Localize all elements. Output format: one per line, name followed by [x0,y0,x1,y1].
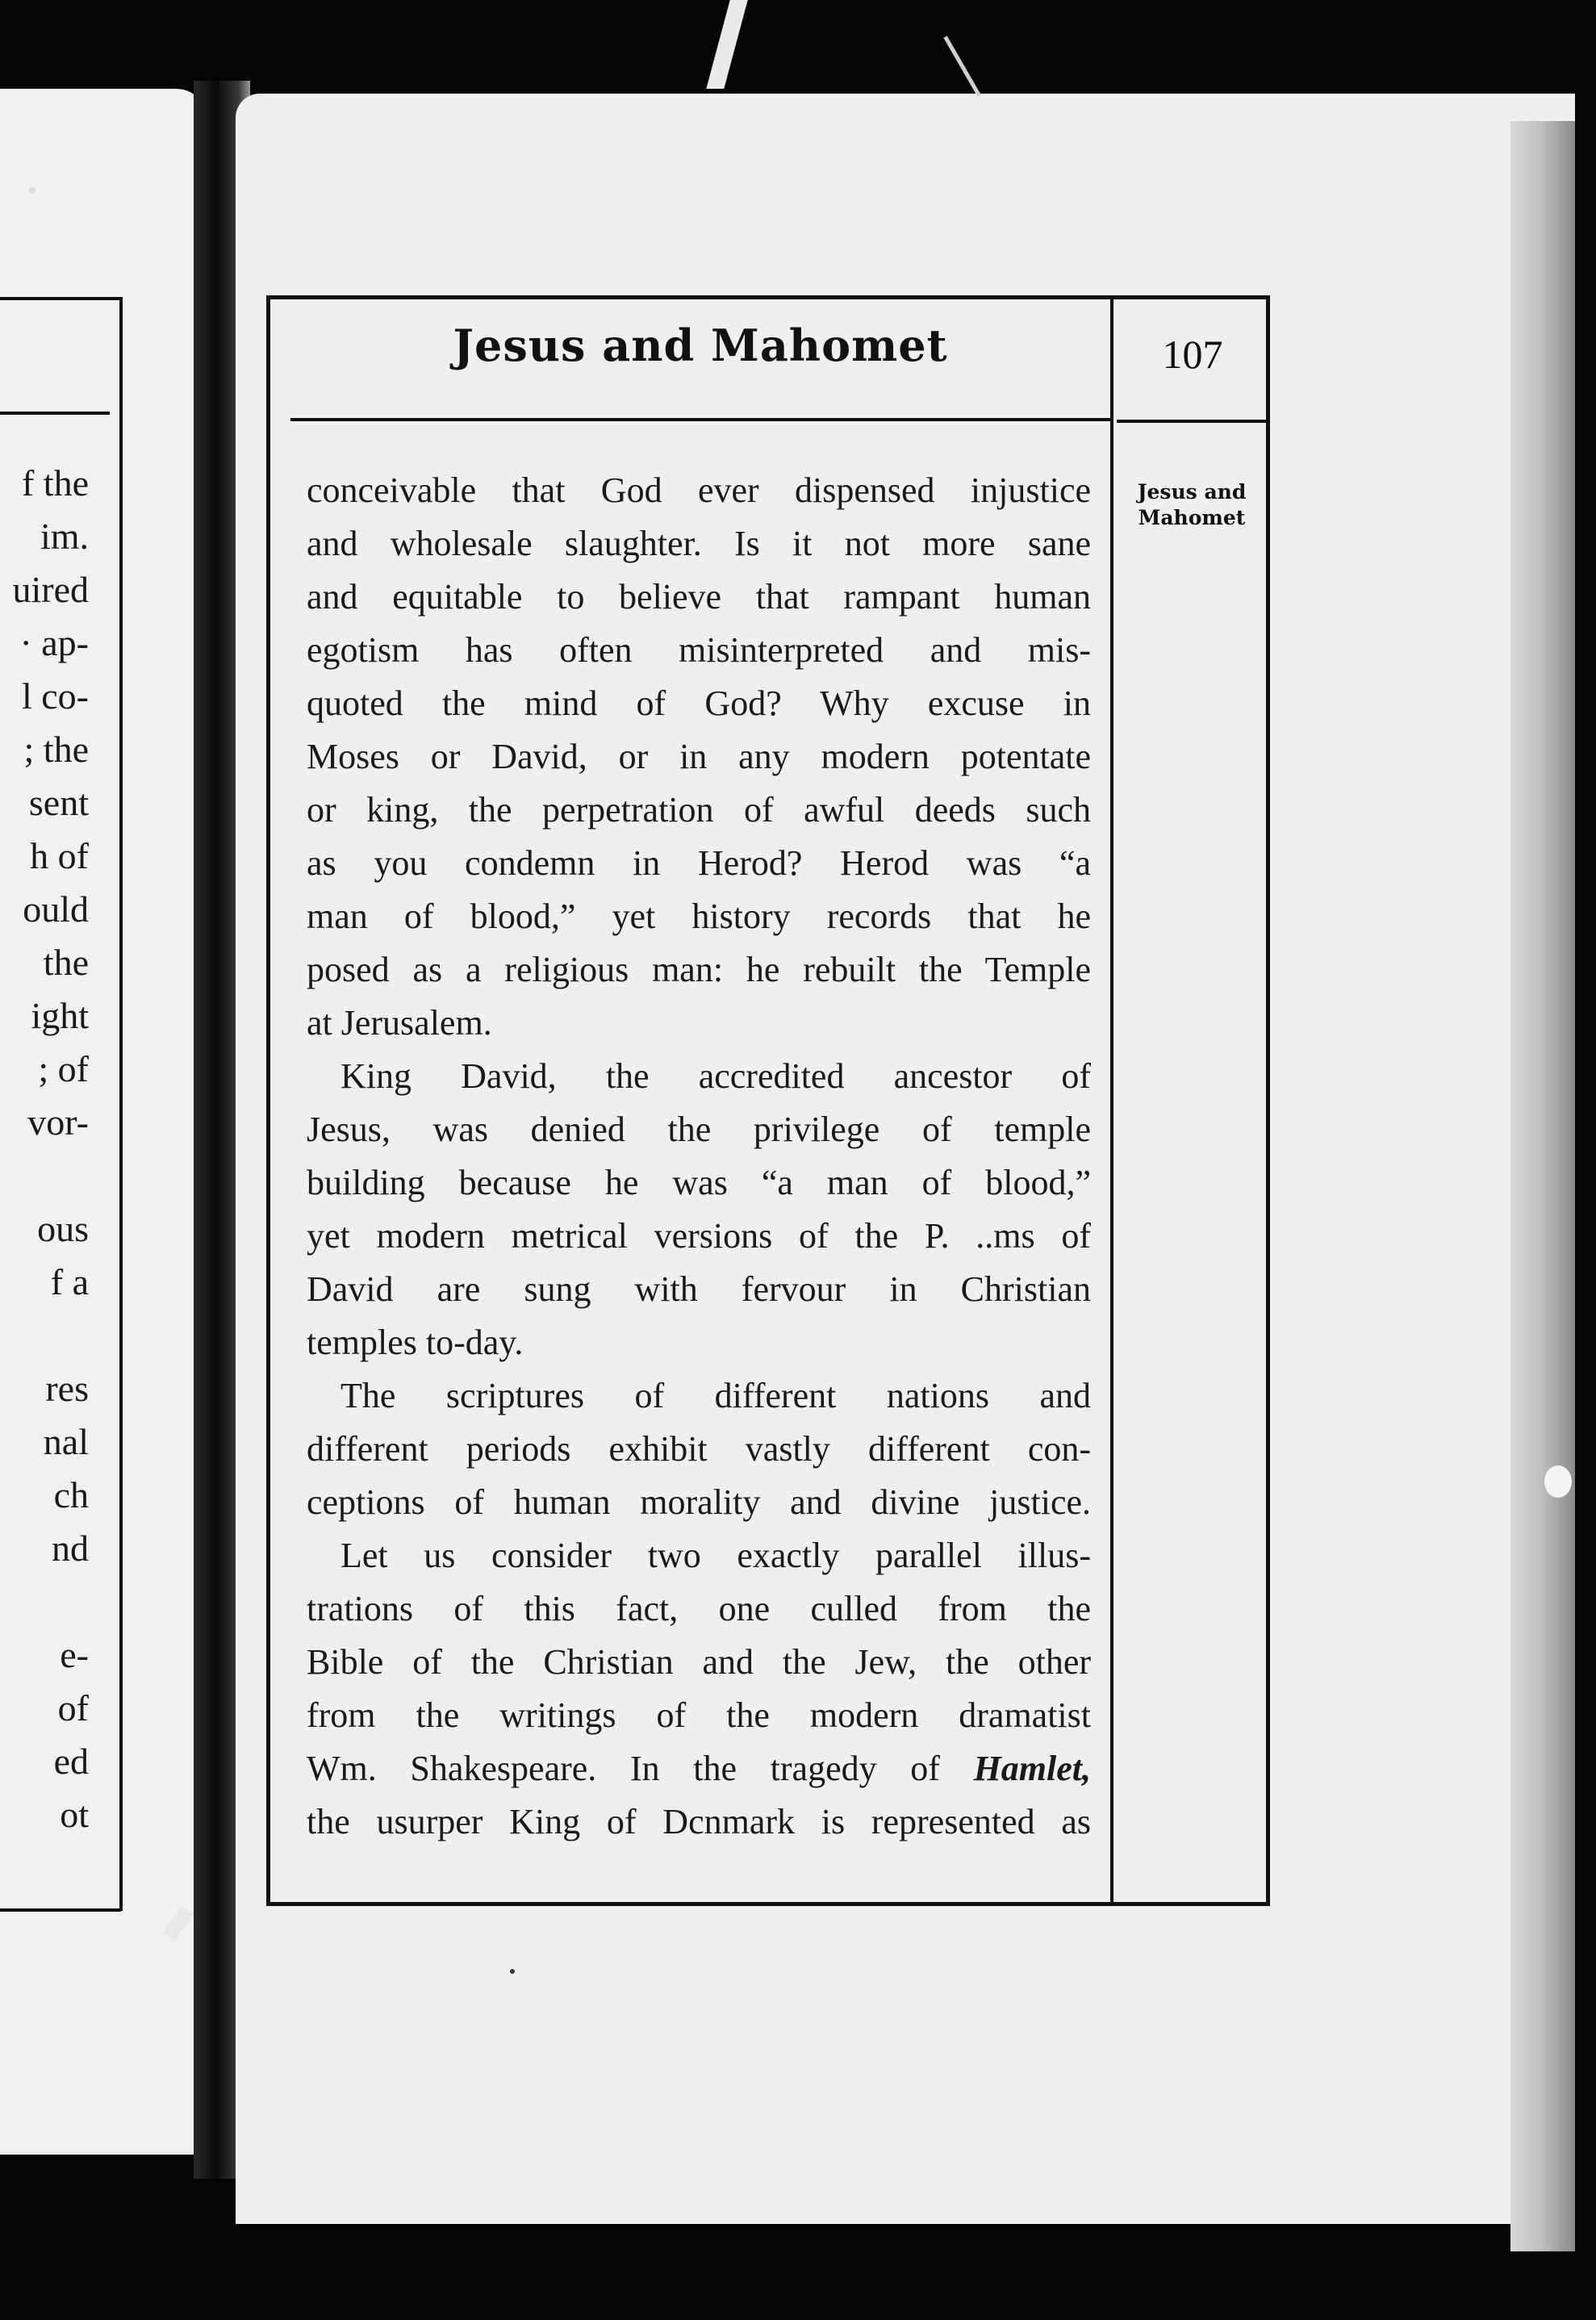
text-line: building because he was “a man of blood,” [307,1163,1091,1202]
left-frame-top-rule [0,297,121,300]
left-page-line-fragment: sent [28,782,89,823]
text-line: King David, the accredited ancestor of [341,1056,1091,1096]
tab-mark [1544,1465,1572,1498]
left-page-line-fragment: ed [53,1741,89,1782]
text-line: egotism has often misinterpreted and mis- [307,630,1091,670]
text-line: Moses or David, or in any modern potentate [307,737,1091,776]
left-page-line-fragment: ight [31,995,89,1036]
running-title: Jesus and Mahomet [453,320,948,371]
text-line-start: Wm. Shakespeare. In the tragedy of [307,1749,940,1788]
dust-speck [29,187,36,194]
text-line: different periods exhibit vastly different con- [307,1429,1091,1469]
left-page-line-fragment: vor- [27,1101,89,1143]
left-page-line-fragment [0,1309,89,1362]
left-page-line-fragment: the [43,942,89,983]
left-frame-bottom-rule [0,1908,121,1912]
left-page-line-fragment [0,1575,89,1628]
text-line: conceivable that God ever dispensed injustice [307,470,1091,510]
text-line: man of blood,” yet history records that he [307,897,1091,936]
left-page-line-fragment: h of [30,835,89,876]
marginal-note-line: Mahomet [1138,506,1246,529]
text-line: Bible of the Christian and the Jew, the other [307,1642,1091,1682]
text-line: and equitable to believe that rampant human [307,577,1091,617]
left-frame-header-rule [0,412,110,415]
left-page-line-fragment: im. [40,516,89,557]
left-page-line-fragment: nd [52,1528,89,1569]
left-page-line-fragment: nal [43,1421,89,1462]
left-page-line-fragment: f a [50,1261,89,1302]
left-page-line-fragment: ous [37,1208,89,1249]
text-line: The scriptures of different nations and [341,1376,1091,1415]
text-line: David are sung with fervour in Christian [307,1269,1091,1309]
left-page-line-fragment: ould [23,888,89,930]
header-rule [290,418,1110,421]
text-line: at Jerusalem. [307,1003,492,1043]
page-number: 107 [1162,332,1223,377]
left-page-line-fragment: f the [21,462,89,504]
marginal-note-line: Jesus and [1137,480,1247,504]
text-line: from the writings of the modern dramatist [307,1695,1091,1735]
margin-column-rule [1110,299,1113,1903]
body-text [307,464,1091,1849]
left-page-line-fragment: ot [60,1794,89,1835]
marginal-note [1123,479,1260,531]
text-line: Jesus, was denied the privilege of temple [307,1110,1091,1149]
left-page-line-fragment: uired [12,569,89,610]
text-line: quoted the mind of God? Why excuse in [307,683,1091,723]
page-edge-stack [1510,121,1575,2251]
dust-speck [510,1969,515,1974]
left-page-line-fragment: e- [60,1634,89,1675]
text-line: Let us consider two exactly parallel illus- [341,1536,1091,1575]
text-line-with-italic [307,1742,1091,1795]
italic-title: Hamlet, [973,1749,1092,1788]
left-page-line-fragment: l co- [21,675,89,717]
text-line: ceptions of human morality and divine justice. [307,1482,1091,1522]
left-page-line-fragment: ; the [23,729,89,770]
margin-header-rule [1117,420,1268,423]
left-frame-vertical-rule [119,297,123,1911]
left-page-line-fragment: ch [53,1474,89,1515]
text-line: temples to-day. [307,1323,524,1362]
left-page-line-fragment [0,1149,89,1202]
top-scratch-mark [943,36,980,96]
left-page-line-fragment: ; of [38,1048,89,1089]
left-page-line-fragment: res [45,1368,89,1409]
top-scratch-mark [706,0,747,89]
text-line: and wholesale slaughter. Is it not more sane [307,524,1091,563]
text-line: posed as a religious man: he rebuilt the Temple [307,950,1091,989]
left-page-line-fragment: · ap- [19,622,89,663]
text-line: the usurper King of Dcnmark is represented as [307,1802,1091,1841]
text-line: as you condemn in Herod? Herod was “a [307,843,1091,883]
left-page-line-fragment: of [57,1687,89,1729]
text-line: trations of this fact, one culled from the [307,1589,1091,1628]
text-line: yet modern metrical versions of the P. ..ms of [307,1216,1091,1256]
left-page-text-fragments [0,457,89,1841]
text-line: or king, the perpetration of awful deeds such [307,790,1091,830]
